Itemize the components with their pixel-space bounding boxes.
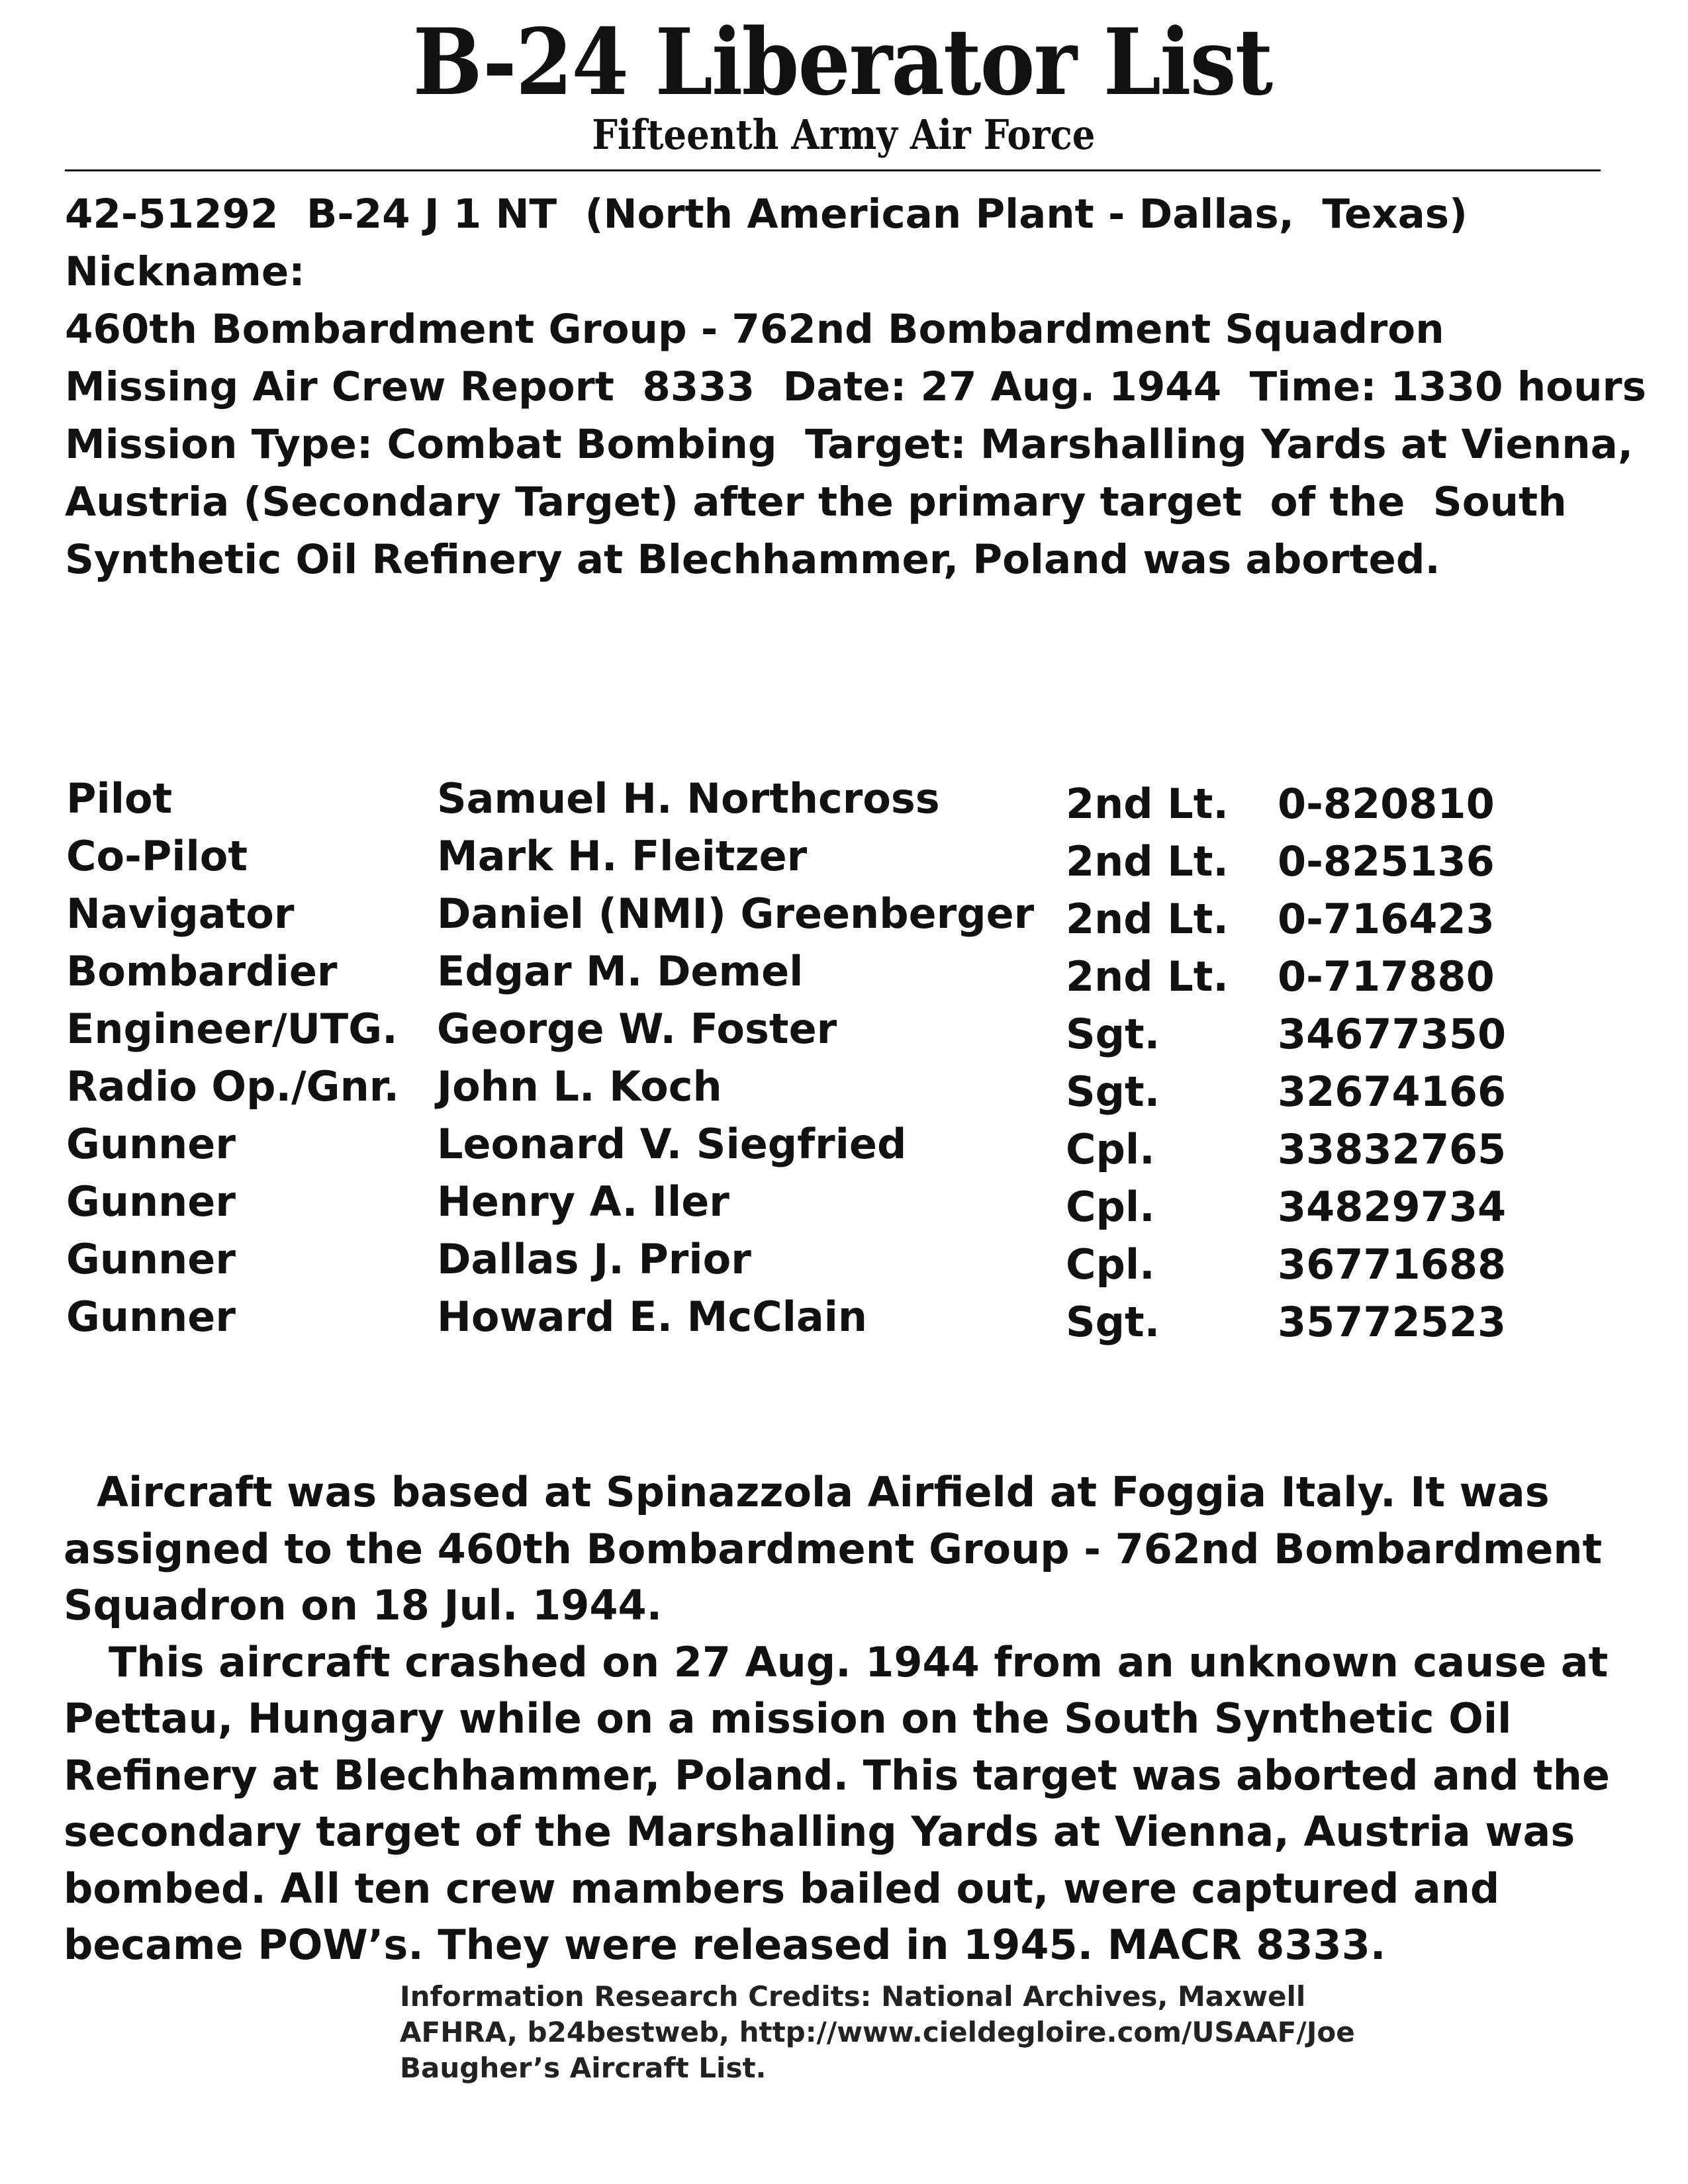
mission-type-target: Mission Type: Combat Bombing Target: Marshalling Yards at Vienna, bbox=[65, 421, 1633, 468]
aircraft-serial-model: 42-51292 B-24 J 1 NT (North American Plant - Dallas, Texas) bbox=[65, 191, 1468, 238]
crew-name: Mark H. Fleitzer bbox=[437, 832, 808, 880]
crew-list bbox=[66, 774, 1589, 1350]
crew-row bbox=[66, 1005, 1589, 1062]
crew-row bbox=[66, 889, 1589, 947]
crew-rank: Sgt. bbox=[1066, 1010, 1160, 1058]
history-paragraph-crash: This aircraft crashed on 27 Aug. 1944 from an unknown cause at Pettau, Hungary while on a mission on the South Synthetic Oil Refinery at Blechhammer, Poland. This target was aborted and the secondary target of the Marshalling Yards at Vienna, Austria was bombed. All ten crew mambers bailed out, were captured and became POW’s. They were released in 1945. MACR 8333. bbox=[64, 1637, 1610, 1969]
crew-rank: 2nd Lt. bbox=[1066, 895, 1229, 943]
crew-row bbox=[66, 1235, 1589, 1293]
crew-rank: 2nd Lt. bbox=[1066, 837, 1229, 886]
crew-rank: Cpl. bbox=[1066, 1240, 1155, 1289]
crew-row bbox=[66, 774, 1589, 832]
crew-name: John L. Koch bbox=[437, 1062, 722, 1111]
crew-row bbox=[66, 832, 1589, 889]
crew-row bbox=[66, 1293, 1589, 1350]
crew-serial: 36771688 bbox=[1278, 1240, 1507, 1289]
crew-role: Gunner bbox=[66, 1293, 236, 1341]
crew-name: Howard E. McClain bbox=[437, 1293, 868, 1341]
crew-role: Gunner bbox=[66, 1235, 236, 1283]
crew-serial: 0-716423 bbox=[1278, 895, 1495, 943]
crew-rank: Cpl. bbox=[1066, 1183, 1155, 1231]
page-title: B-24 Liberator List bbox=[412, 8, 1272, 116]
crew-role: Gunner bbox=[66, 1120, 236, 1168]
crew-row bbox=[66, 1062, 1589, 1120]
mission-target-end: Synthetic Oil Refinery at Blechhammer, Poland was aborted. bbox=[65, 536, 1440, 583]
page-subtitle: Fifteenth Army Air Force bbox=[592, 111, 1096, 159]
crew-name: George W. Foster bbox=[437, 1005, 837, 1053]
crew-serial: 32674166 bbox=[1278, 1068, 1507, 1116]
aircraft-header bbox=[65, 185, 1654, 588]
aircraft-history bbox=[64, 1464, 1665, 1974]
crew-name: Henry A. Iler bbox=[437, 1177, 729, 1226]
crew-rank: 2nd Lt. bbox=[1066, 952, 1229, 1001]
crew-serial: 34677350 bbox=[1278, 1010, 1507, 1058]
crew-serial: 0-717880 bbox=[1278, 952, 1495, 1001]
crew-role: Engineer/UTG. bbox=[66, 1005, 398, 1053]
title-divider bbox=[65, 169, 1601, 171]
unit-assignment: 460th Bombardment Group - 762nd Bombardment Squadron bbox=[65, 306, 1444, 353]
crew-rank: Cpl. bbox=[1066, 1125, 1155, 1173]
crew-serial: 0-820810 bbox=[1278, 780, 1495, 828]
crew-role: Radio Op./Gnr. bbox=[66, 1062, 399, 1111]
crew-rank: Sgt. bbox=[1066, 1068, 1160, 1116]
crew-rank: Sgt. bbox=[1066, 1298, 1160, 1346]
crew-row bbox=[66, 947, 1589, 1005]
crew-row bbox=[66, 1120, 1589, 1177]
crew-name: Daniel (NMI) Greenberger bbox=[437, 889, 1035, 938]
crew-rank: 2nd Lt. bbox=[1066, 780, 1229, 828]
mission-target-continued: Austria (Secondary Target) after the primary target of the South bbox=[65, 478, 1567, 525]
crew-serial: 0-825136 bbox=[1278, 837, 1495, 886]
crew-role: Bombardier bbox=[66, 947, 338, 995]
history-paragraph-base: Aircraft was based at Spinazzola Airfield at Foggia Italy. It was assigned to the 460th Bombardment Group - 762nd Bombardment Squadron on 18 Jul. 1944. bbox=[64, 1468, 1603, 1629]
crew-role: Co-Pilot bbox=[66, 832, 248, 880]
crew-serial: 34829734 bbox=[1278, 1183, 1507, 1231]
research-credits: Information Research Credits: National Archives, Maxwell AFHRA, b24bestweb, http://www.cieldegloire.com/USAAF/Joe Baugher’s Aircraft List. bbox=[400, 1980, 1355, 2084]
crew-row bbox=[66, 1177, 1589, 1235]
aircraft-nickname: Nickname: bbox=[65, 248, 305, 295]
crew-role: Navigator bbox=[66, 889, 295, 938]
crew-name: Edgar M. Demel bbox=[437, 947, 804, 995]
crew-name: Samuel H. Northcross bbox=[437, 774, 940, 823]
crew-serial: 35772523 bbox=[1278, 1298, 1507, 1346]
macr-details: Missing Air Crew Report 8333 Date: 27 Aug. 1944 Time: 1330 hours bbox=[65, 363, 1646, 410]
crew-role: Gunner bbox=[66, 1177, 236, 1226]
crew-role: Pilot bbox=[66, 774, 173, 823]
crew-name: Leonard V. Siegfried bbox=[437, 1120, 907, 1168]
crew-serial: 33832765 bbox=[1278, 1125, 1507, 1173]
crew-name: Dallas J. Prior bbox=[437, 1235, 751, 1283]
